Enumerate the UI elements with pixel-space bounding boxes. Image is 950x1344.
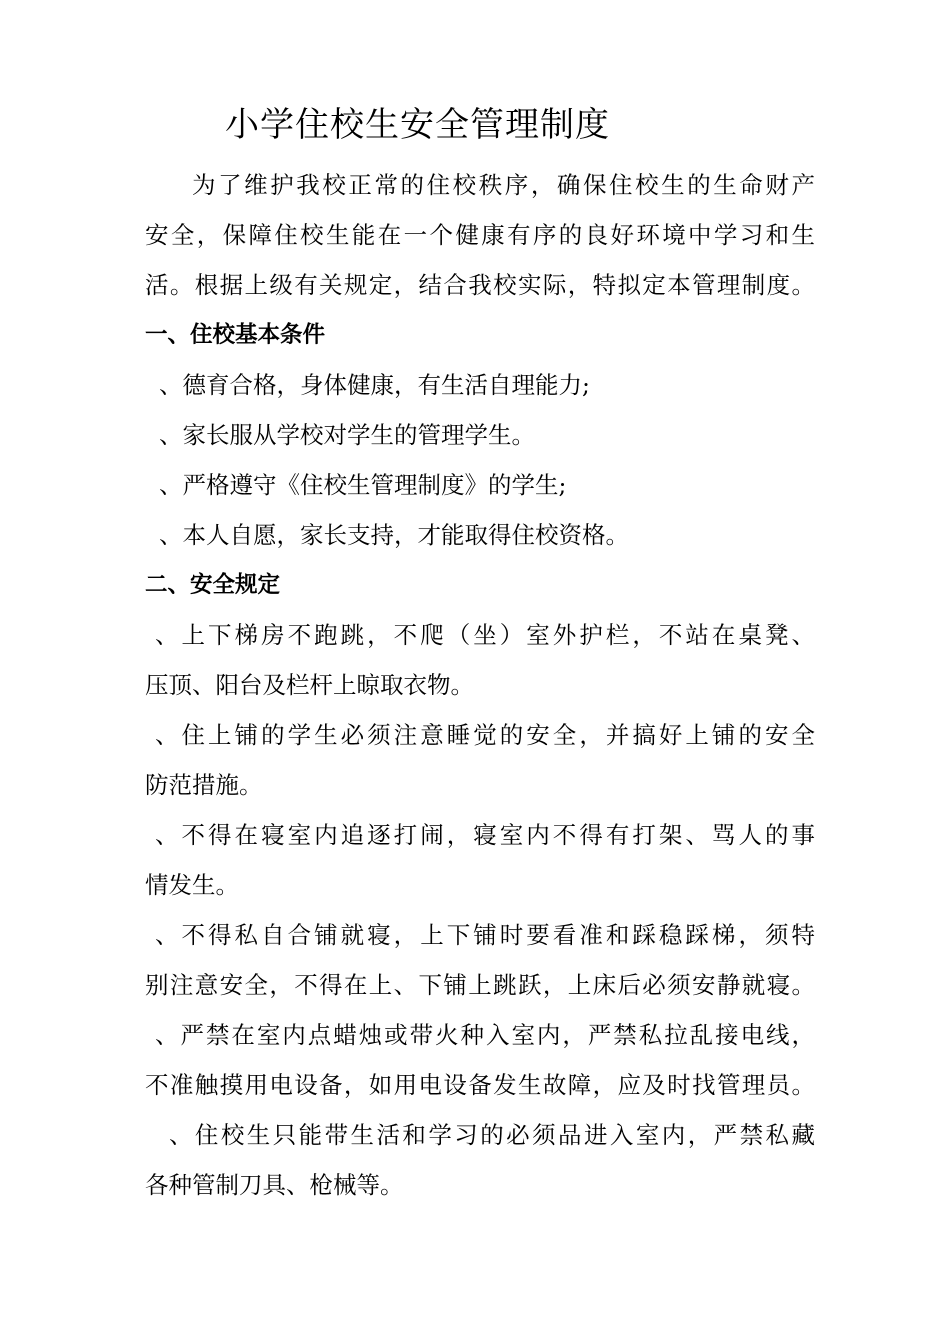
section-2-item-2-line-1: 、住上铺的学生必须注意睡觉的安全，并搞好上铺的安全	[155, 721, 815, 749]
section-1-heading: 一、住校基本条件	[145, 322, 326, 348]
section-2-item-5-line-1: 、严禁在室内点蜡烛或带火种入室内，严禁私拉乱接电线，	[155, 1021, 815, 1049]
section-2-item-3-line-2: 情发生。	[145, 871, 239, 899]
section-1-item-3: 、严格遵守《住校生管理制度》的学生;	[159, 471, 567, 499]
section-2-item-6-line-1: 、住校生只能带生活和学习的必须品进入室内，严禁私藏	[169, 1121, 815, 1149]
section-2-item-4-line-2: 别注意安全，不得在上、下铺上跳跃，上床后必须安静就寝。	[145, 971, 815, 999]
section-1-item-2: 、家长服从学校对学生的管理学生。	[159, 421, 535, 449]
section-2-item-5-line-2: 不准触摸用电设备，如用电设备发生故障，应及时找管理员。	[145, 1071, 815, 1099]
section-2-heading: 二、安全规定	[145, 572, 281, 598]
intro-line-1: 为了维护我校正常的住校秩序，确保住校生的生命财产	[192, 171, 815, 199]
document-body	[145, 160, 815, 1210]
section-2-item-2-line-2: 防范措施。	[145, 771, 263, 799]
section-2-item-1-line-1: 、上下梯房不跑跳，不爬（坐）室外护栏，不站在桌凳、	[155, 621, 815, 649]
section-1-item-4: 、本人自愿，家长支持，才能取得住校资格。	[159, 521, 629, 549]
section-2-item-4-line-1: 、不得私自合铺就寝，上下铺时要看准和踩稳踩梯，须特	[155, 921, 815, 949]
section-1-item-1: 、德育合格，身体健康，有生活自理能力;	[159, 371, 590, 399]
section-2-item-6-line-2: 各种管制刀具、枪械等。	[145, 1171, 404, 1199]
intro-line-3: 活。根据上级有关规定，结合我校实际，特拟定本管理制度。	[145, 271, 815, 299]
section-2-item-3-line-1: 、不得在寝室内追逐打闹，寝室内不得有打架、骂人的事	[155, 821, 815, 849]
document-title: 小学住校生安全管理制度	[225, 105, 610, 145]
section-2-item-1-line-2: 压顶、阳台及栏杆上晾取衣物。	[145, 671, 474, 699]
intro-line-2: 安全，保障住校生能在一个健康有序的良好环境中学习和生	[145, 221, 815, 249]
